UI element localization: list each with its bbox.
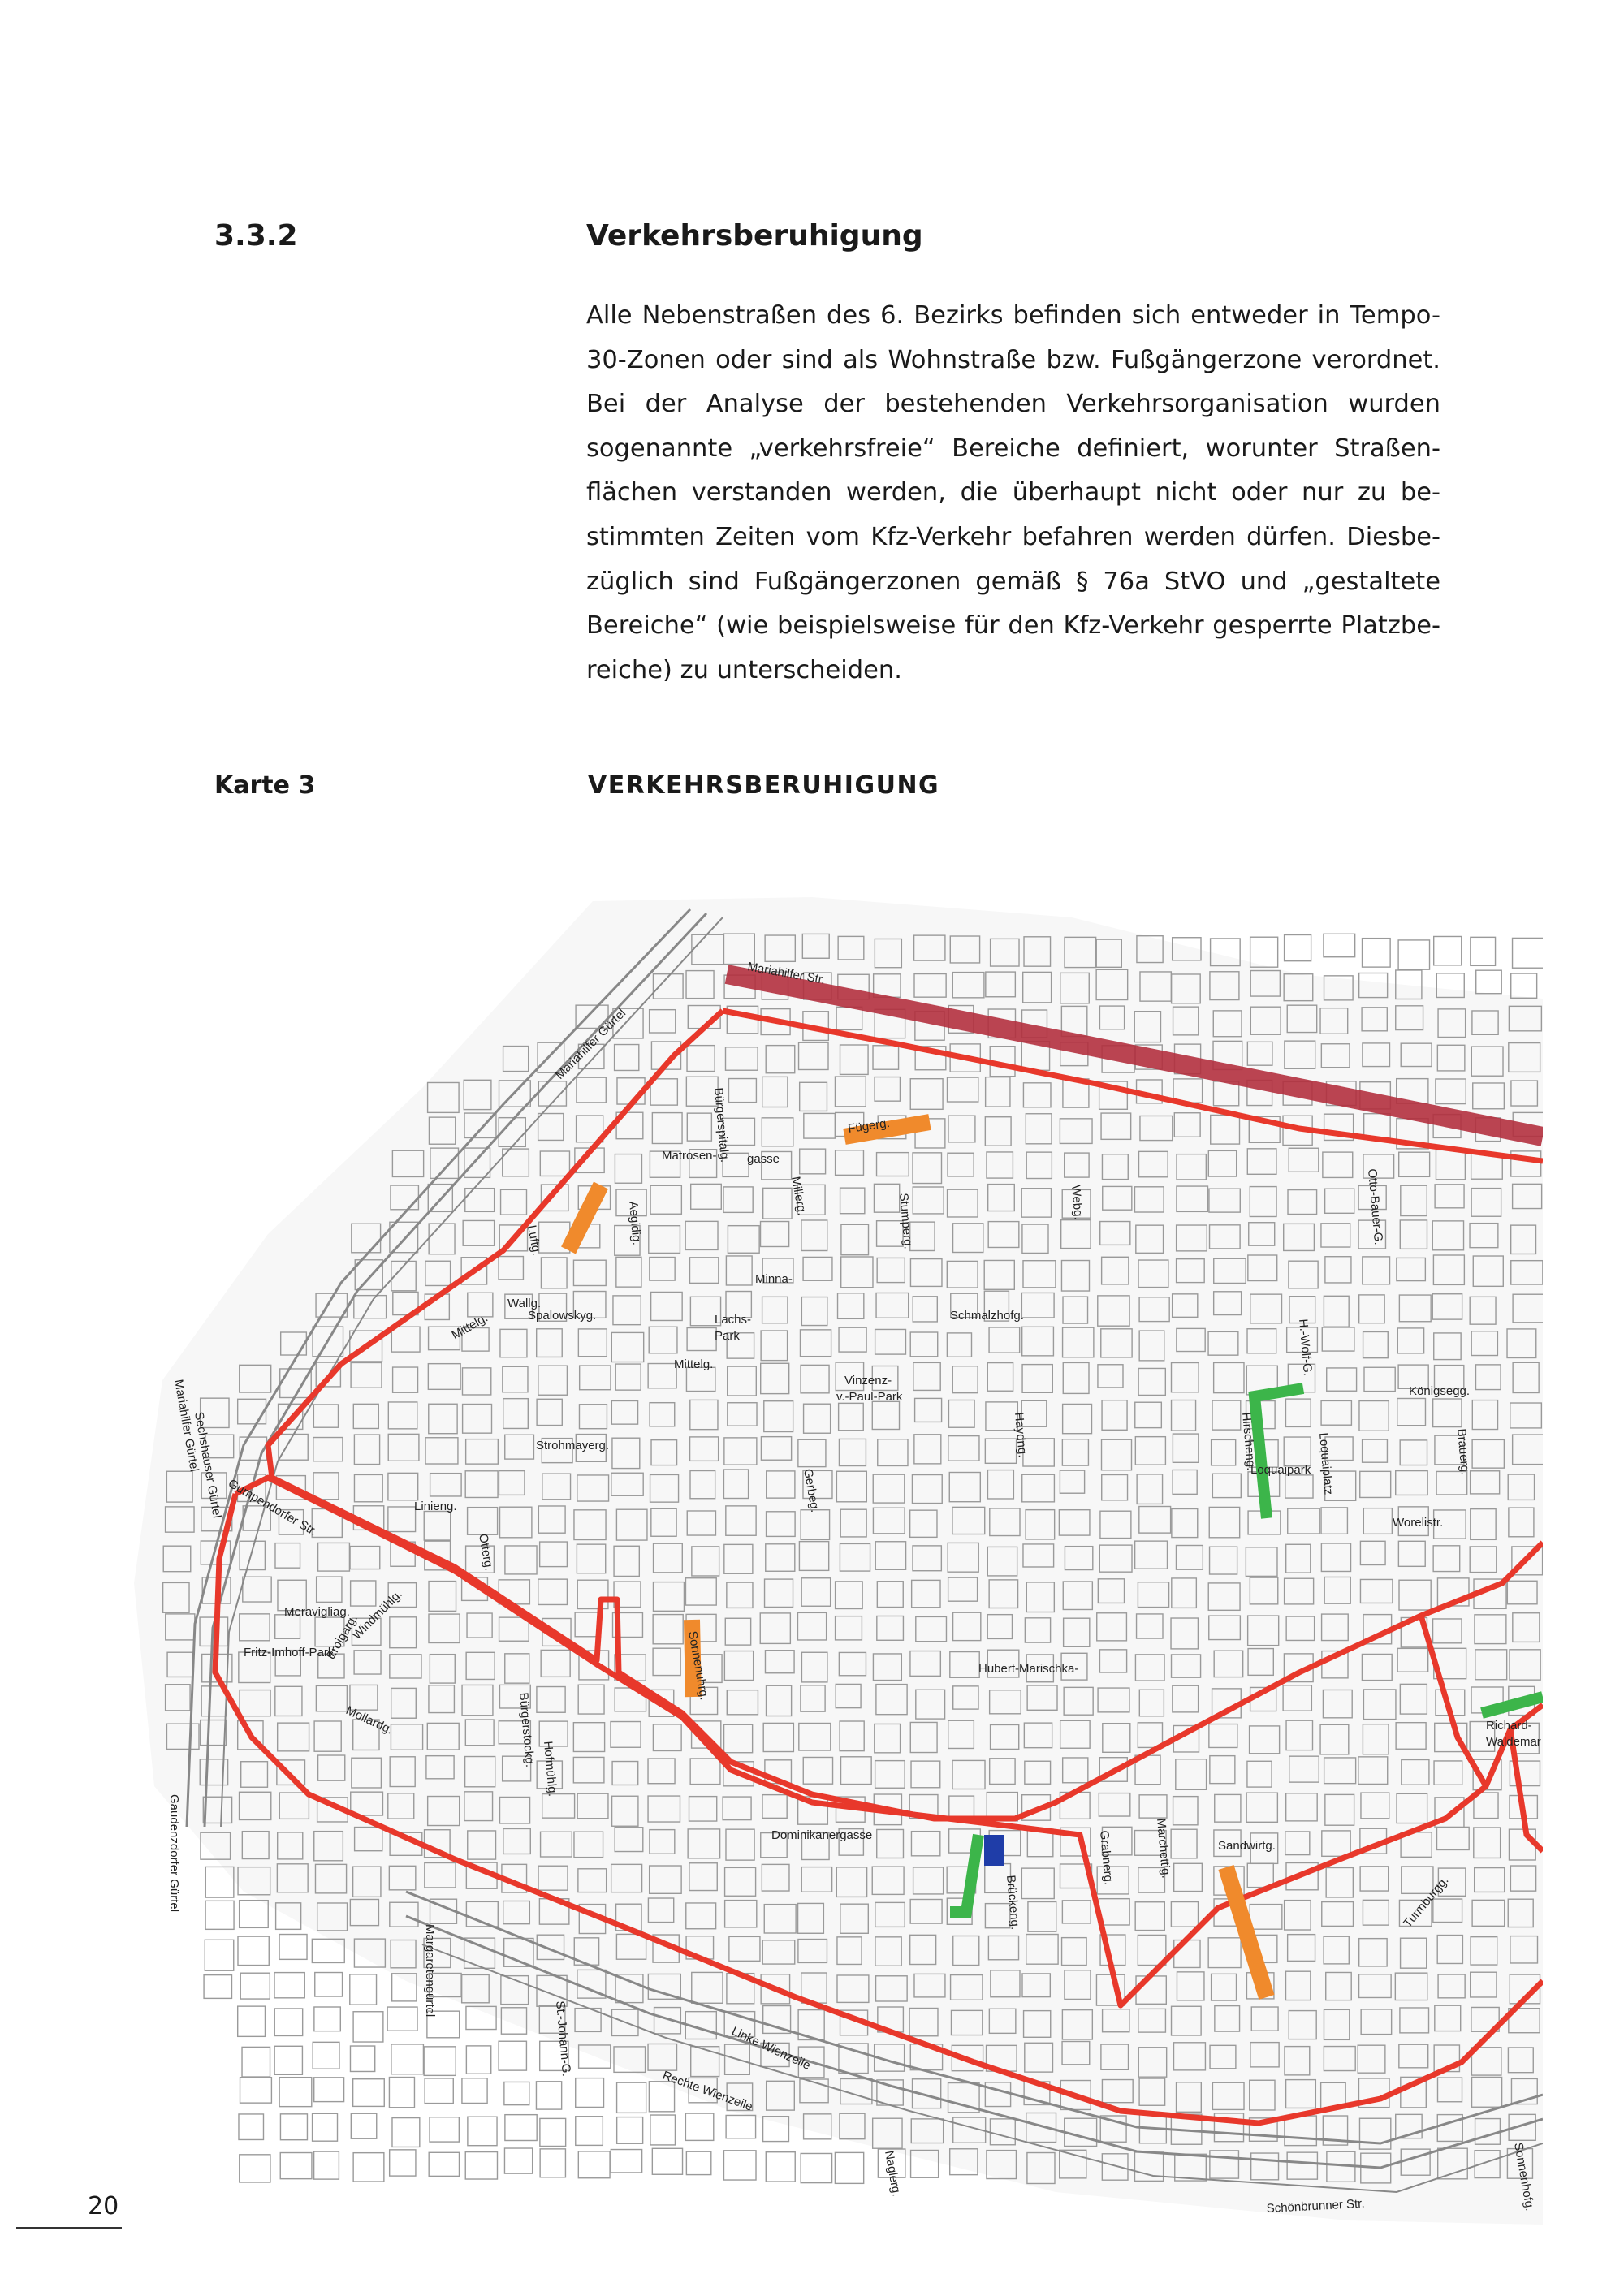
map-block [240, 1973, 270, 1999]
street-label: Hubert-Marischka- [978, 1662, 1079, 1676]
map-block [611, 2150, 641, 2173]
street-label: Dominikanergasse [771, 1828, 873, 1842]
map-block [280, 2153, 312, 2179]
street-label: Windmühlg. [349, 1586, 405, 1642]
map-block [685, 2113, 713, 2140]
paragraph-line: Bereiche“ (wie beispielsweise für den Kfz-Verkehr gesperrte Platzbe- [586, 611, 1440, 641]
section-number: 3.3.2 [214, 219, 298, 252]
street-label: Aegidig. [626, 1200, 644, 1246]
street-label: Mariahilfer Gürtel [552, 1006, 629, 1082]
street-label: Mittelg. [449, 1310, 490, 1343]
map-block [617, 2082, 646, 2113]
map-block [392, 2118, 420, 2147]
map-block [1476, 970, 1501, 994]
map-block [315, 1973, 343, 1996]
street-label: Bürgerspitalg. [711, 1086, 732, 1163]
street-label: Millerg. [788, 1175, 810, 1217]
street-label: Strohmayerg. [536, 1439, 610, 1452]
street-label: Otto-Bauer-G. [1365, 1167, 1386, 1246]
map-block [205, 1940, 233, 1970]
district-map [130, 893, 1543, 2225]
street-label: Wallg. [508, 1297, 542, 1310]
map-block [650, 2115, 676, 2145]
map-block [351, 2113, 376, 2138]
street-label: Webg. [1069, 1184, 1086, 1221]
map-block [766, 2152, 795, 2182]
paragraph-line: reiche) zu unterscheiden. [586, 655, 902, 684]
map-block [540, 2118, 566, 2146]
map-block [313, 2042, 339, 2069]
map-title: VERKEHRSBERUHIGUNG [588, 771, 940, 800]
street-label: Richard- [1486, 1719, 1532, 1733]
street-label: Hofmühlg. [541, 1740, 559, 1798]
map-block [1324, 934, 1355, 956]
map-block [239, 2114, 264, 2140]
street-label: Königsegg. [1409, 1384, 1471, 1398]
street-label: Bürgerstockg. [516, 1691, 538, 1768]
street-label: Naglerg. [882, 2149, 904, 2198]
special-area [984, 1835, 1004, 1866]
street-label: Sonnenuhrg. [685, 1629, 711, 1702]
map-block [429, 2152, 459, 2176]
street-label: Stumperg. [896, 1192, 915, 1250]
street-label: Worelistr. [1393, 1516, 1444, 1530]
map-block [274, 2009, 302, 2035]
street-label: Brückeng. [1004, 1874, 1022, 1931]
street-label: Schönbrunner Str. [1266, 2196, 1365, 2216]
street-label: Gerbeg. [801, 1467, 823, 1514]
map-block [466, 2046, 490, 2074]
map-block [240, 1901, 269, 1928]
map-block [242, 2047, 270, 2077]
map-block [536, 2082, 561, 2109]
map-block [504, 2082, 529, 2104]
map-block [391, 2044, 424, 2074]
street-label: Mariahilfer Gürtel [171, 1378, 201, 1473]
body-paragraph [586, 294, 1440, 693]
map-block [465, 2152, 497, 2179]
paragraph-line: sogenannte „verkehrsfreie“ Bereiche definiert, worunter Straßen- [586, 434, 1440, 463]
street-label: Spalowskyg. [528, 1309, 597, 1323]
street-label: Sechshauser Gürtel [192, 1410, 224, 1520]
street-label: gasse [747, 1152, 780, 1166]
street-label: Fritz-Imhoff-Park [244, 1646, 335, 1659]
map-block [274, 2046, 302, 2074]
map-block [801, 2153, 831, 2182]
map-block [238, 2006, 266, 2036]
street-label: Meravigliag. [284, 1605, 350, 1619]
map-block [499, 2041, 526, 2070]
paragraph-line: Alle Nebenstraßen des 6. Bezirks befinden sich entweder in Tempo- [586, 301, 1440, 330]
street-label: Waldemar [1486, 1735, 1541, 1749]
map-block [353, 2153, 384, 2182]
page-rule [16, 2227, 122, 2229]
map-block [505, 2115, 537, 2141]
map-block [204, 1975, 231, 1999]
map-block [240, 2155, 270, 2182]
street-label: Eroigarg. [323, 1612, 361, 1662]
map-block [314, 2007, 340, 2031]
street-label: Loquaiplatz [1316, 1431, 1336, 1495]
map-block [279, 1935, 307, 1960]
map-block [576, 2117, 603, 2146]
street-label: Mittelg. [674, 1357, 714, 1371]
map-block [1363, 939, 1391, 967]
map-block [1513, 938, 1543, 968]
map-block [390, 2150, 416, 2176]
street-label: Schmalzhofg. [950, 1309, 1024, 1323]
street-label: Haydng. [1012, 1411, 1030, 1459]
paragraph-line: Bei der Analyse der bestehenden Verkehrsorganisation wurden [586, 390, 1440, 419]
paragraph-line: stimmten Zeiten vom Kfz-Verkehr befahren werden dürfen. Diesbe- [586, 522, 1440, 551]
map-block [280, 2114, 307, 2140]
map-block [462, 2078, 487, 2104]
map-block [1511, 973, 1537, 998]
map-block [350, 2046, 374, 2071]
map-block [1398, 940, 1429, 969]
street-label: Gaudenzdorfer Gürtel [167, 1794, 181, 1913]
map-block [578, 2151, 610, 2178]
street-label: Hirscheng. [1239, 1411, 1259, 1471]
street-label: Turmburgg. [1401, 1873, 1452, 1931]
street-label: Gumpendorfer Str. [226, 1476, 320, 1539]
map-block [279, 2078, 312, 2107]
map-block [723, 2151, 756, 2180]
map-label: Karte 3 [214, 771, 316, 800]
street-label: Linieng. [414, 1500, 457, 1513]
street-label: Fügerg. [847, 1116, 891, 1136]
street-label: Marchettig. [1154, 1817, 1173, 1880]
map-block [389, 2078, 414, 2108]
paragraph-line: 30-Zonen oder sind als Wohnstraße bzw. Fußgängerzone verordnet. [586, 345, 1440, 374]
street-label: Luftg. [525, 1224, 544, 1257]
street-label: H.-Wolf-G. [1296, 1318, 1315, 1377]
street-label: Margaretengürtel [423, 1924, 437, 2018]
map-block [313, 2113, 338, 2141]
map-block [430, 2117, 459, 2142]
map-block [240, 2078, 272, 2103]
map-block [835, 2152, 863, 2183]
street-label: Grabnerg. [1097, 1829, 1116, 1886]
street-label: v.-Paul-Park [836, 1390, 903, 1404]
map-block [424, 2047, 456, 2076]
street-label: St.-Johann-G. [553, 2000, 574, 2078]
map-block [353, 2079, 385, 2107]
street-label: Linke Wienzeile [729, 2024, 813, 2074]
map-block [205, 1901, 234, 1929]
street-label: Otterg. [476, 1532, 496, 1572]
street-label: Rechte Wienzeile [660, 2068, 755, 2114]
map-block [468, 2117, 497, 2145]
map-block [726, 2115, 755, 2138]
street-label: Vinzenz- [844, 1374, 892, 1388]
map-block [1250, 937, 1278, 967]
paragraph-line: flächen verstanden werden, die überhaupt nicht oder nur zu be- [586, 478, 1440, 507]
map-block [540, 2149, 565, 2177]
map-block [353, 2012, 383, 2042]
map-block [350, 1974, 377, 2005]
map-block [314, 2151, 339, 2179]
street-label: Loquaipark [1250, 1463, 1311, 1477]
street-label: Matrosen- [662, 1149, 717, 1163]
map-svg [130, 893, 1543, 2225]
street-label: Mollardg. [343, 1703, 395, 1737]
map-block [1471, 937, 1496, 965]
street-label: Mariahilfer Str. [746, 960, 827, 987]
map-block [617, 2117, 643, 2144]
map-block [238, 1936, 269, 1965]
map-block [504, 2148, 532, 2173]
map-block [387, 2007, 417, 2031]
map-block [425, 2078, 453, 2104]
street-label: Sonnenhofg. [1511, 2141, 1537, 2212]
map-block [1285, 934, 1311, 960]
street-label: Park [715, 1329, 740, 1343]
map-block [1434, 936, 1462, 965]
map-block [686, 2151, 710, 2174]
map-block [576, 2078, 604, 2108]
street-label: Minna- [755, 1272, 793, 1286]
section-title: Verkehrsberuhigung [586, 219, 923, 252]
paragraph-line: züglich sind Fußgängerzonen gemäß § 76a StVO und „gestaltete [586, 567, 1440, 596]
map-block [274, 1973, 304, 1998]
map-block [652, 2148, 682, 2174]
street-label: Lachs- [715, 1313, 752, 1327]
street-label: Brauerg. [1454, 1427, 1472, 1476]
street-label: Sandwirtg. [1218, 1839, 1276, 1853]
map-block [314, 2078, 344, 2102]
page-number: 20 [88, 2192, 119, 2220]
